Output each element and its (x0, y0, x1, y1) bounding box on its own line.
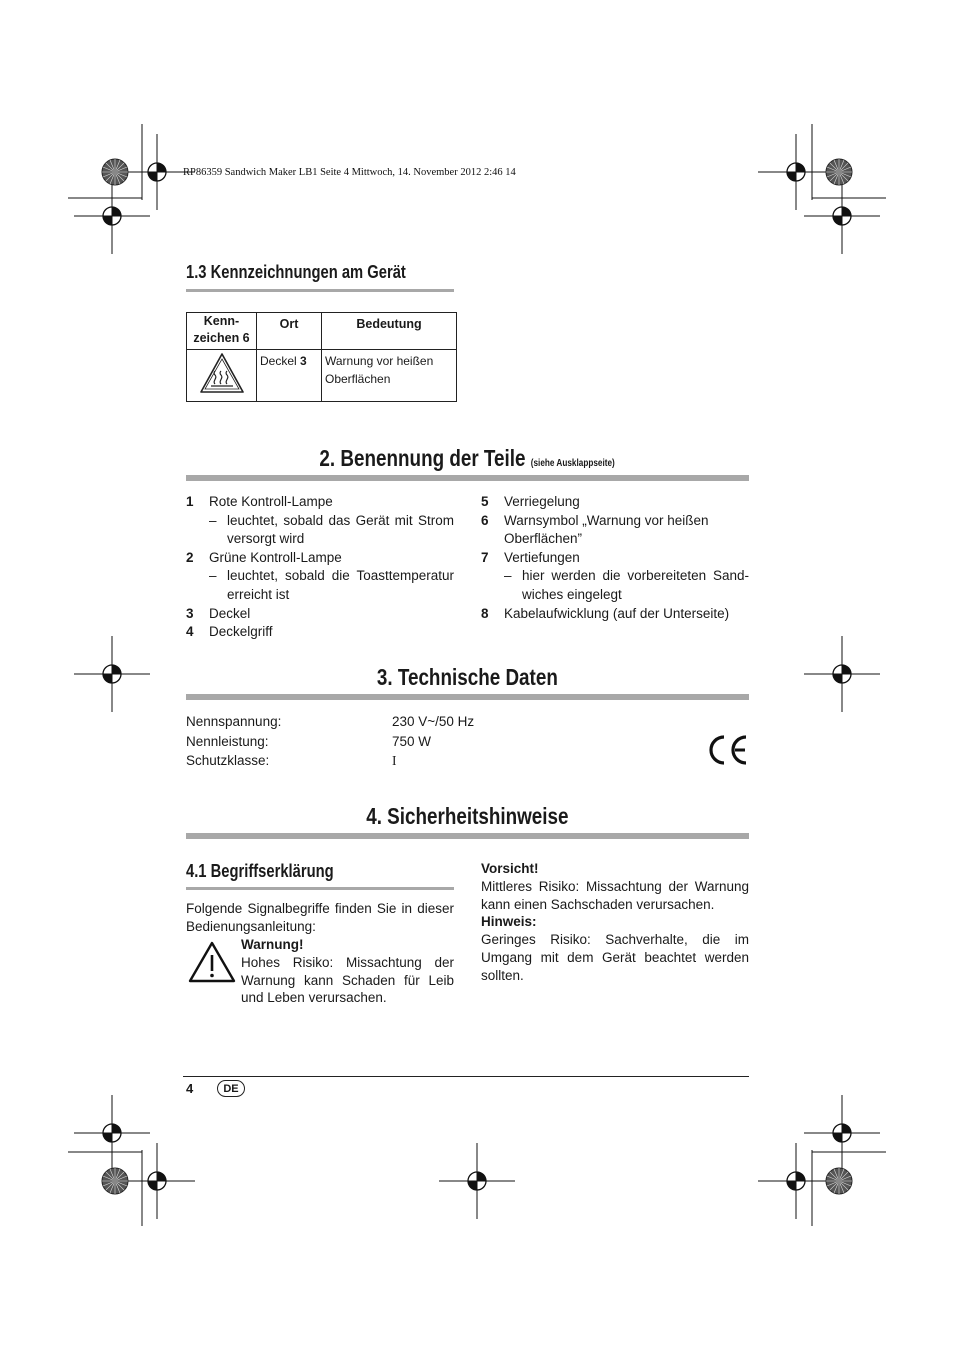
section-4-1-title: 4.1 Begriffserklärung (186, 861, 334, 881)
section-4-title: 4. Sicherheitshinweise (366, 803, 569, 829)
parts-list-right (481, 493, 749, 623)
table-cell-meaning: Warnung vor heißen Oberflächen (322, 350, 457, 402)
section-4-1-underline (186, 887, 454, 890)
language-badge: DE (217, 1080, 245, 1097)
markings-table (186, 312, 457, 402)
table-header-symbol: Kenn- zeichen 6 (187, 313, 257, 350)
caution-label: Vorsicht! (481, 861, 539, 876)
list-item: 2 Grüne Kontroll-Lampe (186, 549, 342, 565)
section-4-title-wrap (186, 803, 749, 830)
page-number: 4 (186, 1081, 194, 1096)
section-3-title: 3. Technische Daten (377, 664, 558, 690)
table-cell-symbol (187, 350, 257, 402)
intro-paragraph: Folgende Signalbegriffe finden Sie in dieser Bedienungsanleitung: (186, 901, 454, 934)
section-4-rule (186, 833, 749, 839)
hot-surface-warning-icon (198, 351, 246, 395)
spec-row: Nennspannung: 230 V~/50 Hz (186, 714, 475, 729)
ce-mark-icon (705, 734, 749, 766)
list-item: 6 Warnsymbol „Warnung vor heißen Oberflächen” (481, 512, 709, 547)
list-item: 8 Kabelaufwicklung (auf der Unterseite) (481, 605, 730, 621)
warning-label: Warnung! (241, 937, 304, 952)
list-item-sub: – hier werden die vorbereiteten Sand-wiches eingelegt (504, 568, 749, 602)
section-2-rule (186, 475, 749, 481)
list-item: 5 Verriegelung (481, 494, 580, 509)
specs-list (186, 712, 606, 771)
spec-row: Nennleistung: 750 W (186, 733, 432, 749)
caution-block (481, 860, 749, 985)
parts-list-left (186, 493, 454, 642)
section-2-title-wrap (186, 445, 749, 472)
section-1-3-title: 1.3 Kennzeichnungen am Gerät (186, 262, 406, 282)
list-item-sub: – leuchtet, sobald das Gerät mit Strom versorgt wird (209, 512, 454, 547)
section-3-title-wrap (186, 664, 749, 691)
section-2-title: 2. Benennung der Teile (siehe Ausklappseite) (319, 445, 616, 471)
note-text: Geringes Risiko: Sachverhalte, die im Umgang mit dem Gerät beachtet werden sollten. (481, 932, 749, 983)
spec-row: Schutzklasse: I (186, 753, 397, 768)
warning-block (241, 936, 454, 1007)
section-3-rule (186, 694, 749, 700)
list-item-sub: – leuchtet, sobald die Toasttemperatur erreicht ist (209, 568, 454, 602)
warning-triangle-icon (187, 940, 237, 984)
list-item: 1 Rote Kontroll-Lampe (186, 494, 333, 509)
list-item: 4 Deckelgriff (186, 624, 273, 640)
list-item: 7 Vertiefungen (481, 549, 580, 565)
warning-text: Hohes Risiko: Missachtung der Warnung kann Schaden für Leib und Leben verursachen. (241, 954, 454, 1006)
section-1-3-underline (186, 289, 454, 292)
footer-rule (183, 1076, 749, 1077)
table-cell-location: Deckel 3 (257, 350, 322, 402)
table-header-meaning: Bedeutung (322, 313, 457, 350)
caution-text: Mittleres Risiko: Missachtung der Warnung kann einen Sachschaden verursachen. (481, 878, 749, 912)
section-2-title-note: (siehe Ausklappseite) (531, 458, 616, 469)
note-label: Hinweis: (481, 914, 537, 930)
list-item: 3 Deckel (186, 605, 251, 621)
print-slug-line: RP86359 Sandwich Maker LB1 Seite 4 Mittwoch, 14. November 2012 2:46 14 (183, 167, 516, 178)
table-header-location: Ort (257, 313, 322, 350)
